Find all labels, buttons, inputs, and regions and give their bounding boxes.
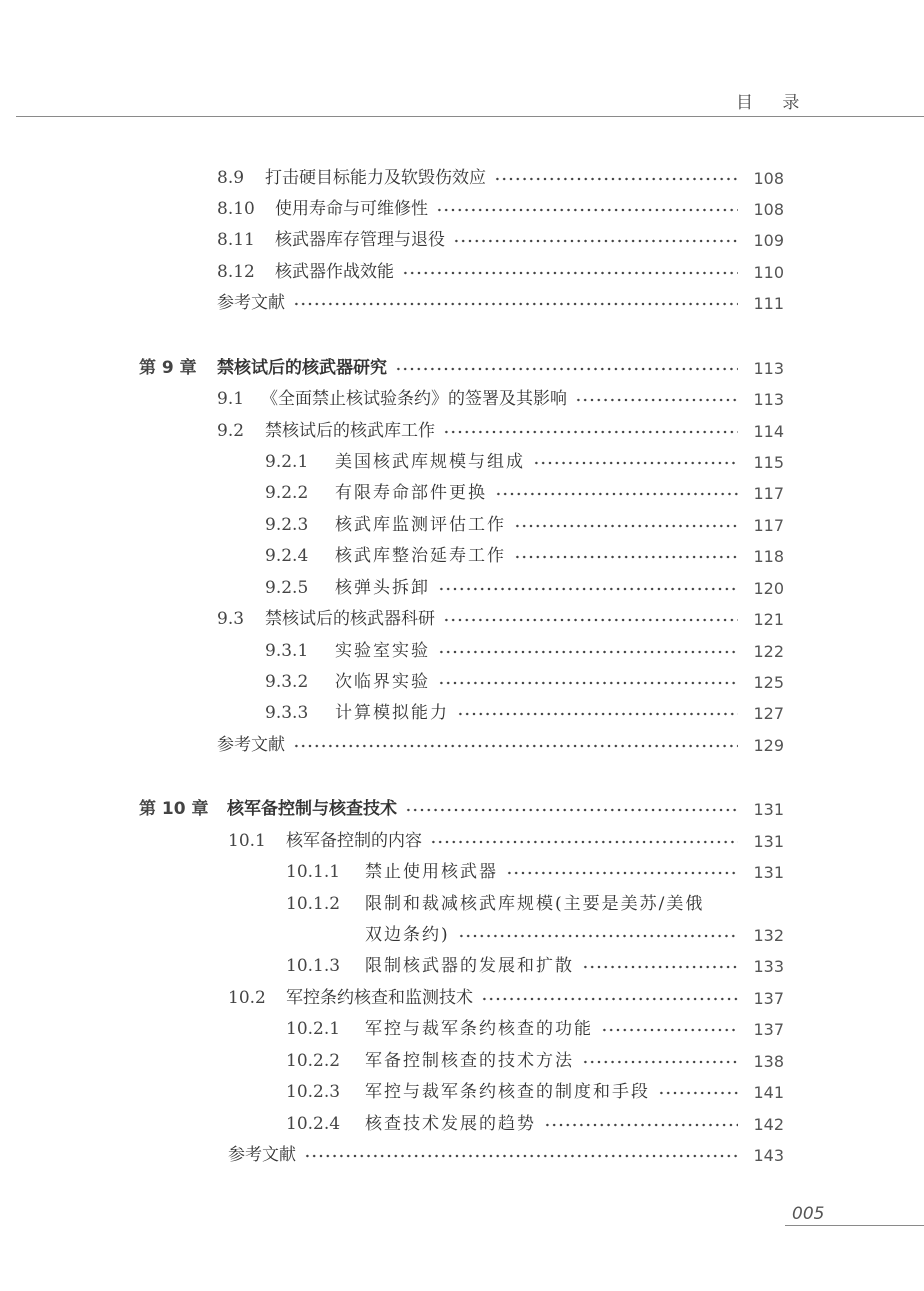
page-number: 132	[753, 926, 784, 945]
section-number: 10.1.3	[286, 956, 341, 976]
toc-entry-10-1-3[interactable]	[286, 952, 784, 976]
section-title: 军控与裁军条约核查的功能	[365, 1019, 593, 1039]
page-number: 138	[753, 1052, 784, 1071]
section-title-continued: 双边条约)	[365, 925, 450, 945]
section-title: 美国核武库规模与组成	[335, 452, 525, 472]
dot-leader	[293, 739, 738, 753]
section-number: 10.2.1	[286, 1019, 341, 1039]
toc-entry-10-1-1[interactable]	[286, 858, 784, 882]
dot-leader	[430, 835, 738, 849]
dot-leader	[582, 1055, 738, 1069]
toc-entry-9-3-3[interactable]	[265, 699, 784, 723]
toc-entry-8-9[interactable]	[217, 164, 784, 188]
page-number: 142	[753, 1115, 784, 1134]
section-number: 9.2.1	[265, 452, 309, 472]
page-number: 125	[753, 673, 784, 692]
toc-entry-9-2[interactable]	[217, 417, 784, 441]
section-number: 9.3.3	[265, 703, 309, 723]
dot-leader	[443, 425, 738, 439]
page-number: 109	[753, 231, 784, 250]
section-number: 8.11	[217, 230, 255, 250]
page-number: 115	[753, 453, 784, 472]
dot-leader	[533, 456, 738, 470]
toc-entry-references-8[interactable]	[217, 289, 784, 313]
section-number: 8.10	[217, 199, 255, 219]
chapter-number: 第 9 章	[139, 358, 197, 378]
page-number: 122	[753, 642, 784, 661]
toc-entry-8-12[interactable]	[217, 258, 784, 282]
section-title: 核武器库存管理与退役	[275, 230, 445, 250]
toc-entry-9-2-3[interactable]	[265, 511, 784, 535]
section-title: 核查技术发展的趋势	[365, 1114, 536, 1134]
toc-entry-9-2-1[interactable]	[265, 448, 784, 472]
section-number: 10.1.2	[286, 894, 341, 914]
header-rule	[16, 116, 924, 117]
toc-entry-8-11[interactable]	[217, 226, 784, 250]
section-number: 9.2.3	[265, 515, 309, 535]
section-title: 打击硬目标能力及软毁伤效应	[265, 168, 486, 188]
dot-leader	[575, 393, 738, 407]
dot-leader	[402, 266, 738, 280]
section-number: 10.2.3	[286, 1082, 341, 1102]
section-number: 9.3	[217, 609, 245, 629]
page-number: 120	[753, 579, 784, 598]
section-number: 9.3.1	[265, 641, 309, 661]
toc-entry-references-9[interactable]	[217, 731, 784, 755]
dot-leader	[453, 234, 738, 248]
dot-leader	[438, 582, 738, 596]
page-number: 108	[753, 200, 784, 219]
section-number: 9.2.4	[265, 546, 309, 566]
toc-entry-10-2-2[interactable]	[286, 1047, 784, 1071]
running-header: 目 录	[736, 93, 812, 113]
dot-leader	[293, 297, 738, 311]
section-number: 10.2.2	[286, 1051, 341, 1071]
section-title: 核武库监测评估工作	[335, 515, 506, 535]
dot-leader	[457, 707, 738, 721]
dot-leader	[601, 1023, 738, 1037]
toc-entry-9-1[interactable]	[217, 385, 784, 409]
section-number: 10.2	[228, 988, 266, 1008]
footer-rule	[785, 1225, 924, 1226]
dot-leader	[481, 992, 738, 1006]
toc-entry-8-10[interactable]	[217, 195, 784, 219]
page-footer-number: 005	[792, 1204, 825, 1224]
toc-entry-10-1[interactable]	[228, 827, 784, 851]
dot-leader	[458, 929, 738, 943]
dot-leader	[544, 1118, 738, 1132]
page-number: 141	[753, 1083, 784, 1102]
page-number: 111	[753, 294, 784, 313]
page-number: 137	[753, 989, 784, 1008]
page-number: 114	[753, 422, 784, 441]
section-title: 计算模拟能力	[335, 703, 449, 723]
section-title: 禁核试后的核武库工作	[265, 421, 435, 441]
section-title: 使用寿命与可维修性	[275, 199, 428, 219]
section-title: 有限寿命部件更换	[335, 483, 487, 503]
dot-leader	[658, 1086, 738, 1100]
dot-leader	[405, 803, 738, 817]
section-title: 参考文献	[228, 1145, 296, 1165]
section-number: 10.1	[228, 831, 266, 851]
section-number: 10.1.1	[286, 862, 341, 882]
dot-leader	[494, 172, 738, 186]
section-title: 实验室实验	[335, 641, 430, 661]
toc-entry-10-1-2-continued[interactable]	[365, 921, 784, 945]
section-title: 次临界实验	[335, 672, 430, 692]
section-title: 参考文献	[217, 293, 285, 313]
dot-leader	[514, 519, 738, 533]
toc-entry-references-10[interactable]	[228, 1141, 784, 1165]
section-title: 禁止使用核武器	[365, 862, 498, 882]
dot-leader	[438, 645, 738, 659]
dot-leader	[304, 1149, 738, 1163]
section-number: 8.9	[217, 168, 245, 188]
section-title: 核武器作战效能	[275, 262, 394, 282]
page-number: 113	[753, 390, 784, 409]
page-number: 117	[753, 516, 784, 535]
toc-entry-10-2-4[interactable]	[286, 1110, 784, 1134]
dot-leader	[438, 676, 738, 690]
toc-entry-9-3-2[interactable]	[265, 668, 784, 692]
toc-entry-9-2-4[interactable]	[265, 542, 784, 566]
dot-leader	[443, 613, 738, 627]
page-number: 108	[753, 169, 784, 188]
page-number: 117	[753, 484, 784, 503]
chapter-title: 禁核试后的核武器研究	[217, 358, 387, 378]
section-title: 参考文献	[217, 735, 285, 755]
toc-entry-9-3-1[interactable]	[265, 637, 784, 661]
section-number: 9.2.5	[265, 578, 309, 598]
dot-leader	[514, 550, 738, 564]
section-number: 8.12	[217, 262, 255, 282]
dot-leader	[436, 203, 738, 217]
toc-entry-10-2[interactable]	[228, 984, 784, 1008]
section-title: 核弹头拆卸	[335, 578, 430, 598]
page-number: 113	[753, 359, 784, 378]
chapter-title: 核军备控制与核查技术	[227, 799, 397, 819]
toc-entry-9-3[interactable]	[217, 605, 784, 629]
dot-leader	[395, 362, 738, 376]
section-number: 9.3.2	[265, 672, 309, 692]
section-number: 9.2	[217, 421, 245, 441]
page-number: 118	[753, 547, 784, 566]
toc-chapter-10[interactable]	[139, 795, 784, 819]
page-number: 143	[753, 1146, 784, 1165]
toc-entry-10-2-3[interactable]	[286, 1078, 784, 1102]
dot-leader	[582, 960, 738, 974]
page-number: 127	[753, 704, 784, 723]
chapter-number: 第 10 章	[139, 799, 209, 819]
section-title: 军备控制核查的技术方法	[365, 1051, 574, 1071]
section-title: 军控与裁军条约核查的制度和手段	[365, 1082, 650, 1102]
toc-chapter-9[interactable]	[139, 354, 784, 378]
page-number: 121	[753, 610, 784, 629]
toc-entry-10-2-1[interactable]	[286, 1015, 784, 1039]
section-title: 禁核试后的核武器科研	[265, 609, 435, 629]
dot-leader	[506, 866, 738, 880]
page-number: 137	[753, 1020, 784, 1039]
page-number: 129	[753, 736, 784, 755]
page-number: 131	[753, 800, 784, 819]
toc-entry-9-2-5[interactable]	[265, 574, 784, 598]
section-number: 10.2.4	[286, 1114, 341, 1134]
section-title: 军控条约核查和监测技术	[286, 988, 473, 1008]
section-title: 限制和裁减核武库规模(主要是美苏/美俄	[365, 894, 705, 914]
section-title: 限制核武器的发展和扩散	[365, 956, 574, 976]
page-number: 133	[753, 957, 784, 976]
section-title: 核军备控制的内容	[286, 831, 422, 851]
section-title: 《全面禁止核试验条约》的签署及其影响	[261, 389, 567, 409]
page-number: 131	[753, 863, 784, 882]
section-number: 9.1	[217, 389, 245, 409]
section-number: 9.2.2	[265, 483, 309, 503]
dot-leader	[495, 487, 738, 501]
page-number: 110	[753, 263, 784, 282]
section-title: 核武库整治延寿工作	[335, 546, 506, 566]
toc-entry-9-2-2[interactable]	[265, 479, 784, 503]
page-number: 131	[753, 832, 784, 851]
toc-entry-10-1-2[interactable]	[286, 890, 784, 914]
